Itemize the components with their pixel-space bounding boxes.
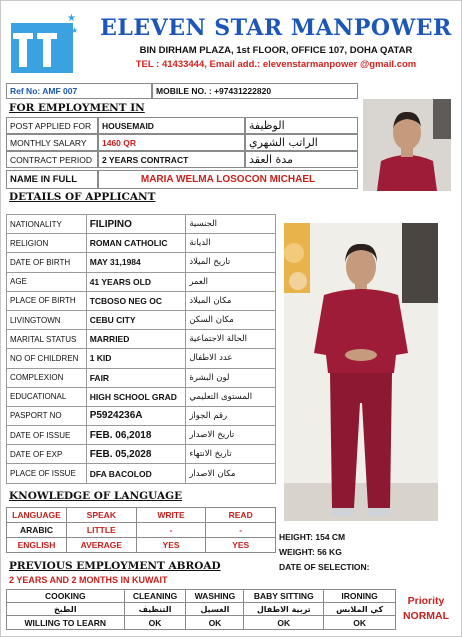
svg-text:★: ★	[59, 24, 67, 33]
detail-arabic-label: الديانة	[186, 234, 276, 253]
language-row-english-write: YES	[136, 538, 206, 553]
detail-label: PLACE OF ISSUE	[7, 464, 87, 483]
language-row-arabic-name: ARABIC	[7, 523, 67, 538]
salary-label: MONTHLY SALARY	[6, 134, 98, 151]
employment-section-title: FOR EMPLOYMENT IN	[9, 102, 145, 114]
detail-label: LIVINGTOWN	[7, 311, 87, 330]
detail-arabic-label: تاريخ الانتهاء	[186, 445, 276, 464]
contract-arabic: مدة العقد	[245, 151, 358, 168]
detail-row	[7, 369, 276, 388]
detail-arabic-label: مكان الاصدار	[186, 464, 276, 483]
detail-row	[7, 445, 276, 464]
detail-arabic-label: تاريخ الاصدار	[186, 426, 276, 445]
detail-row	[7, 273, 276, 292]
detail-label: DATE OF BIRTH	[7, 253, 87, 272]
detail-row	[7, 464, 276, 483]
language-row-arabic-read: -	[206, 523, 276, 538]
skill-value-baby-sitting: OK	[244, 616, 324, 630]
date-of-selection: DATE OF SELECTION:	[279, 561, 370, 572]
name-label: NAME IN FULL	[6, 170, 98, 189]
salary-value: 1460 QR	[98, 134, 245, 151]
previous-employment-title: PREVIOUS EMPLOYMENT ABROAD	[9, 560, 221, 572]
skill-header-ironing: IRONING	[324, 590, 396, 603]
language-header-write: WRITE	[136, 508, 206, 523]
detail-value: FAIR	[87, 369, 187, 388]
detail-label: EDUCATIONAL	[7, 388, 87, 407]
language-row-english-name: ENGLISH	[7, 538, 67, 553]
detail-row	[7, 330, 276, 349]
detail-label: DATE OF EXP	[7, 445, 87, 464]
language-section-title: KNOWLEDGE OF LANGUAGE	[9, 490, 183, 502]
detail-label: RELIGION	[7, 234, 87, 253]
skill-header-washing: WASHING	[186, 590, 244, 603]
skill-arabic-cleaning: التنظيف	[124, 603, 186, 616]
detail-arabic-label: مكان الميلاد	[186, 292, 276, 311]
detail-row	[7, 407, 276, 426]
detail-arabic-label: عدد الاطفال	[186, 349, 276, 368]
detail-label: NATIONALITY	[7, 215, 87, 234]
language-header-read: READ	[206, 508, 276, 523]
language-row-arabic-write: -	[136, 523, 206, 538]
company-address: BIN DIRHAM PLAZA, 1st FLOOR, OFFICE 107, DOHA QATAR	[139, 45, 413, 56]
language-row-english-read: YES	[206, 538, 276, 553]
skill-value-washing: OK	[186, 616, 244, 630]
language-header-language: LANGUAGE	[7, 508, 67, 523]
detail-arabic-label: الحالة الاجتماعية	[186, 330, 276, 349]
detail-arabic-label: المستوى التعليمي	[186, 388, 276, 407]
applicant-portrait-photo	[363, 99, 451, 191]
skill-value-cleaning: OK	[124, 616, 186, 630]
detail-row	[7, 426, 276, 445]
company-contact: TEL : 41433444, Email add.: elevenstarmanpower @gmail.com	[135, 59, 417, 70]
detail-value: 1 KID	[87, 349, 187, 368]
detail-value: FILIPINO	[87, 215, 187, 234]
detail-arabic-label: لون البشرة	[186, 369, 276, 388]
language-table	[6, 507, 276, 553]
detail-arabic-label: مكان السكن	[186, 311, 276, 330]
post-value: HOUSEMAID	[98, 117, 245, 134]
mobile-number: MOBILE NO. : +97431222820	[152, 83, 358, 99]
detail-value: P5924236A	[87, 407, 187, 426]
detail-value: FEB. 05,2028	[87, 445, 187, 464]
skill-arabic-cooking: الطبخ	[7, 603, 125, 616]
priority-label: Priority	[407, 595, 445, 607]
detail-label: PASPORT NO	[7, 407, 87, 426]
skill-value-cooking: WILLING TO LEARN	[7, 616, 125, 630]
detail-arabic-label: الجنسية	[186, 215, 276, 234]
skill-arabic-washing: الغسيل	[186, 603, 244, 616]
detail-row	[7, 234, 276, 253]
detail-value: CEBU CITY	[87, 311, 187, 330]
detail-label: MARITAL STATUS	[7, 330, 87, 349]
weight-value: WEIGHT: 56 KG	[279, 546, 342, 557]
skill-arabic-baby-sitting: تربية الاطفال	[244, 603, 324, 616]
svg-text:★: ★	[67, 13, 76, 24]
detail-value: MAY 31,1984	[87, 253, 187, 272]
skill-header-cooking: COOKING	[7, 590, 125, 603]
detail-value: HIGH SCHOOL GRAD	[87, 388, 187, 407]
skill-header-cleaning: CLEANING	[124, 590, 186, 603]
detail-value: ROMAN CATHOLIC	[87, 234, 187, 253]
salary-arabic: الراتب الشهري	[245, 134, 358, 151]
detail-row	[7, 215, 276, 234]
company-name: ELEVEN STAR MANPOWER	[100, 15, 452, 41]
detail-arabic-label: العمر	[186, 273, 276, 292]
svg-text:★: ★	[71, 26, 79, 35]
detail-label: PLACE OF BIRTH	[7, 292, 87, 311]
detail-arabic-label: تاريخ الميلاد	[186, 253, 276, 272]
contract-value: 2 YEARS CONTRACT	[98, 151, 245, 168]
contract-label: CONTRACT PERIOD	[6, 151, 98, 168]
detail-value: MARRIED	[87, 330, 187, 349]
ref-number: Ref No: AMF 007	[6, 83, 152, 99]
skill-header-baby-sitting: BABY SITTING	[244, 590, 324, 603]
details-section-title: DETAILS OF APPLICANT	[9, 191, 156, 203]
detail-label: AGE	[7, 273, 87, 292]
post-arabic: الوظيفة	[245, 117, 358, 134]
detail-row	[7, 388, 276, 407]
previous-employment-value: 2 YEARS AND 2 MONTHS IN KUWAIT	[9, 575, 168, 585]
detail-label: COMPLEXION	[7, 369, 87, 388]
height-value: HEIGHT: 154 CM	[279, 531, 346, 542]
skills-table	[6, 589, 396, 630]
detail-value: 41 YEARS OLD	[87, 273, 187, 292]
detail-value: TCBOSO NEG OC	[87, 292, 187, 311]
detail-arabic-label: رقم الجواز	[186, 407, 276, 426]
skill-arabic-ironing: كي الملابس	[324, 603, 396, 616]
language-header-speak: SPEAK	[66, 508, 136, 523]
name-value: MARIA WELMA LOSOCON MICHAEL	[98, 170, 358, 189]
company-logo	[7, 9, 81, 73]
skill-value-ironing: OK	[324, 616, 396, 630]
language-row-arabic-speak: LITTLE	[66, 523, 136, 538]
detail-row	[7, 292, 276, 311]
detail-value: DFA BACOLOD	[87, 464, 187, 483]
priority-value: NORMAL	[402, 610, 450, 622]
detail-row	[7, 311, 276, 330]
language-row-english-speak: AVERAGE	[66, 538, 136, 553]
details-table	[6, 214, 276, 484]
detail-row	[7, 349, 276, 368]
detail-row	[7, 253, 276, 272]
detail-label: DATE OF ISSUE	[7, 426, 87, 445]
detail-label: NO OF CHILDREN	[7, 349, 87, 368]
applicant-full-photo	[284, 223, 438, 521]
post-label: POST APPLIED FOR	[6, 117, 98, 134]
detail-value: FEB. 06,2018	[87, 426, 187, 445]
